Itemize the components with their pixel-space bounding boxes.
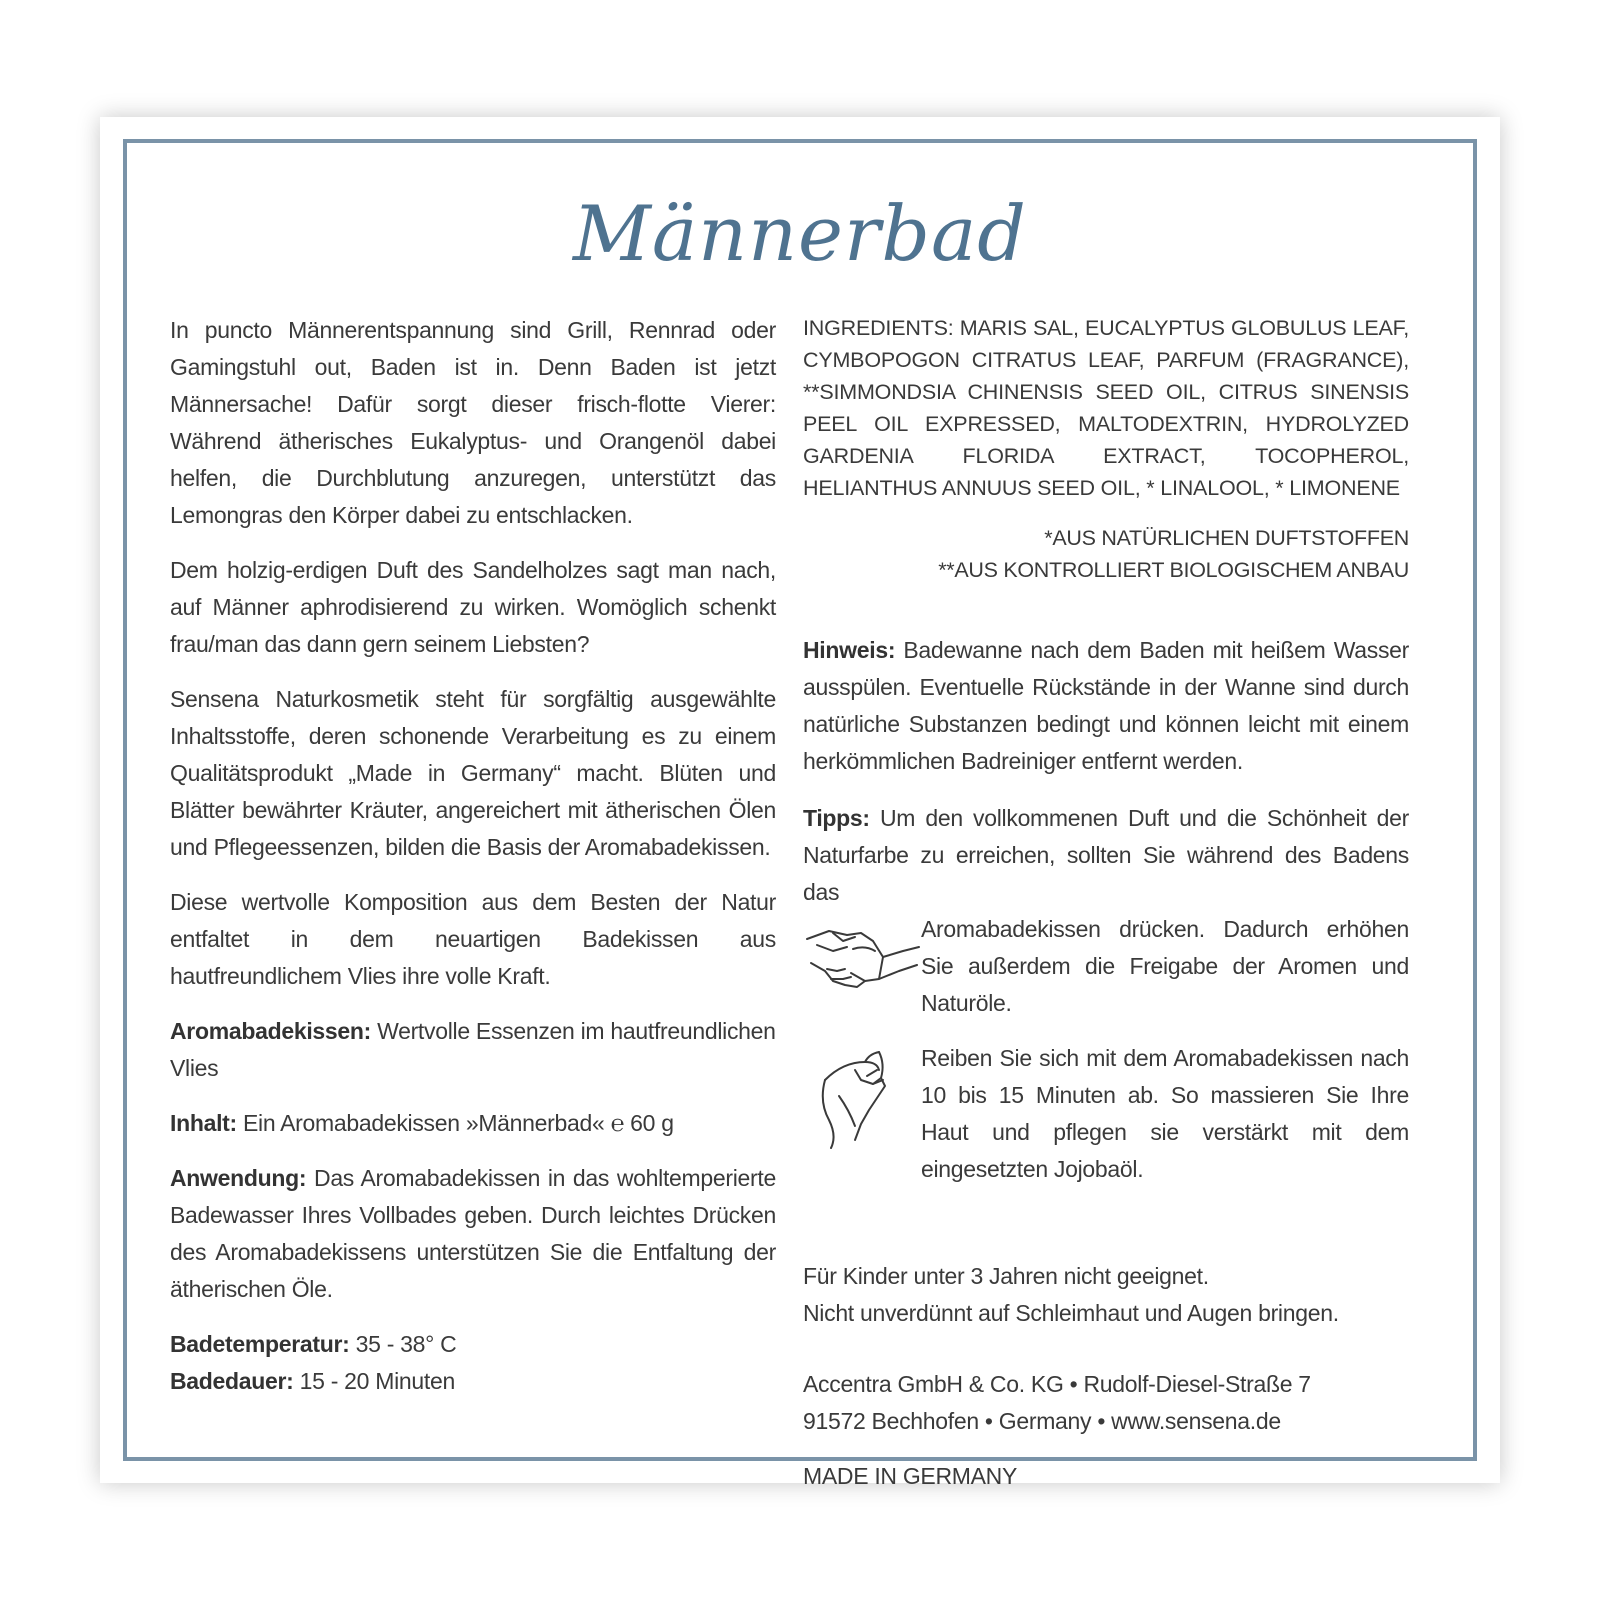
temperature-text: 35 - 38° C (349, 1331, 457, 1357)
tipps-paragraph (803, 800, 1409, 911)
tip-rub (803, 1040, 1409, 1188)
tipps-label: Tipps: (803, 805, 870, 831)
inhalt-text: Ein Aromabadekissen »Männerbad« ℮ 60 g (236, 1110, 674, 1136)
temperature-label: Badetemperatur: (170, 1331, 350, 1357)
anwendung-paragraph (170, 1160, 776, 1308)
tip-squeeze (803, 911, 1409, 1022)
hinweis-label: Hinweis: (803, 637, 896, 663)
anwendung-text: Das Aromabadekissen in das wohltemperierte Badewasser Ihres Vollbades geben. Durch leichtes Drücken des Aromabadekissens unterstützen Sie die Entfaltung der ätherischen Öle. (170, 1165, 776, 1302)
warning-eyes: Nicht unverdünnt auf Schleimhaut und Augen bringen. (803, 1300, 1339, 1326)
warning-children: Für Kinder unter 3 Jahren nicht geeignet. (803, 1263, 1209, 1289)
temperature-line (170, 1326, 776, 1363)
left-column (170, 312, 776, 1400)
made-in-germany: MADE IN GERMANY (803, 1463, 1018, 1489)
hinweis-text: Badewanne nach dem Baden mit heißem Wasser ausspülen. Eventuelle Rückstände in der Wanne sind durch natürliche Substanzen bedingt und können leicht mit einem herkömmlichen Badreiniger entfernt werden. (803, 637, 1409, 774)
product-title: Männerbad (573, 189, 1027, 278)
tipps-text: Um den vollkommenen Duft und die Schönheit der Naturfarbe zu erreichen, sollten Sie während des Badens das (803, 805, 1409, 905)
kissen-label: Aromabadekissen: (170, 1018, 371, 1044)
inhalt-paragraph (170, 1105, 776, 1142)
sandalwood-paragraph: Dem holzig-erdigen Duft des Sandelholzes sagt man nach, auf Männer aphrodisierend zu wirken. Womöglich schenkt frau/man das dann gern seinem Liebsten? (170, 557, 776, 657)
tip-rub-text: Reiben Sie sich mit dem Aromabadekissen nach 10 bis 15 Minuten ab. So massieren Sie Ihre Haut und pflegen sie verstärkt mit dem eingesetzten Jojobaöl. (921, 1045, 1409, 1182)
duration-line (170, 1363, 776, 1400)
footnote-natural: *AUS NATÜRLICHEN DUFTSTOFFEN (1044, 526, 1409, 550)
duration-label: Badedauer: (170, 1368, 294, 1394)
address-line-2: 91572 Bechhofen • Germany • www.sensena.de (803, 1408, 1281, 1434)
hands-squeezing-pillow-icon (803, 911, 921, 1011)
right-column (803, 312, 1409, 1495)
anwendung-label: Anwendung: (170, 1165, 307, 1191)
intro-paragraph: In puncto Männerentspannung sind Grill, Rennrad oder Gamingstuhl out, Baden ist in. Denn Baden ist jetzt Männersache! Dafür sorgt dieser frisch-flotte Vierer: Während ätherisches Eukalyptus- und Orangenöl dabei helfen, die Durchblutung anzuregen, unterstützt das Lemongras den Körper dabei zu entschlacken. (170, 317, 776, 528)
ingredients-list: INGREDIENTS: MARIS SAL, EUCALYPTUS GLOBULUS LEAF, CYMBOPOGON CITRATUS LEAF, PARFUM (FRAGRANCE), **SIMMONDSIA CHINENSIS SEED OIL, CITRUS SINENSIS PEEL OIL EXPRESSED, MALTODEXTRIN, HYDROLYZED GARDENIA FLORIDA EXTRACT, TOCOPHEROL, HELIANTHUS ANNUUS SEED OIL, * LINALOOL, * LIMONENE (803, 316, 1409, 500)
composition-paragraph: Diese wertvolle Komposition aus dem Besten der Natur entfaltet in dem neuartigen Badekissen aus hautfreundlichem Vlies ihre volle Kraft. (170, 889, 776, 989)
hinweis-paragraph (803, 632, 1409, 780)
rubbing-shoulder-icon (803, 1040, 921, 1140)
inhalt-label: Inhalt: (170, 1110, 237, 1136)
footnote-organic: **AUS KONTROLLIERT BIOLOGISCHEM ANBAU (938, 558, 1409, 582)
label-card (100, 117, 1500, 1489)
kissen-text: Wertvolle Essenzen im hautfreundlichen Vlies (170, 1018, 776, 1081)
duration-text: 15 - 20 Minuten (293, 1368, 455, 1394)
address-line-1: Accentra GmbH & Co. KG • Rudolf-Diesel-Straße 7 (803, 1371, 1311, 1397)
tip-squeeze-text: Aromabadekissen drücken. Dadurch erhöhen Sie außerdem die Freigabe der Aromen und Naturöle. (921, 916, 1409, 1016)
brand-paragraph: Sensena Naturkosmetik steht für sorgfältig ausgewählte Inhaltsstoffe, deren schonende Verarbeitung es zu einem Qualitätsprodukt „Made in Germany“ macht. Blüten und Blätter bewährter Kräuter, angereichert mit ätherischen Ölen und Pflegeessenzen, bilden die Basis der Aromabadekissen. (170, 686, 776, 860)
kissen-paragraph (170, 1013, 776, 1087)
